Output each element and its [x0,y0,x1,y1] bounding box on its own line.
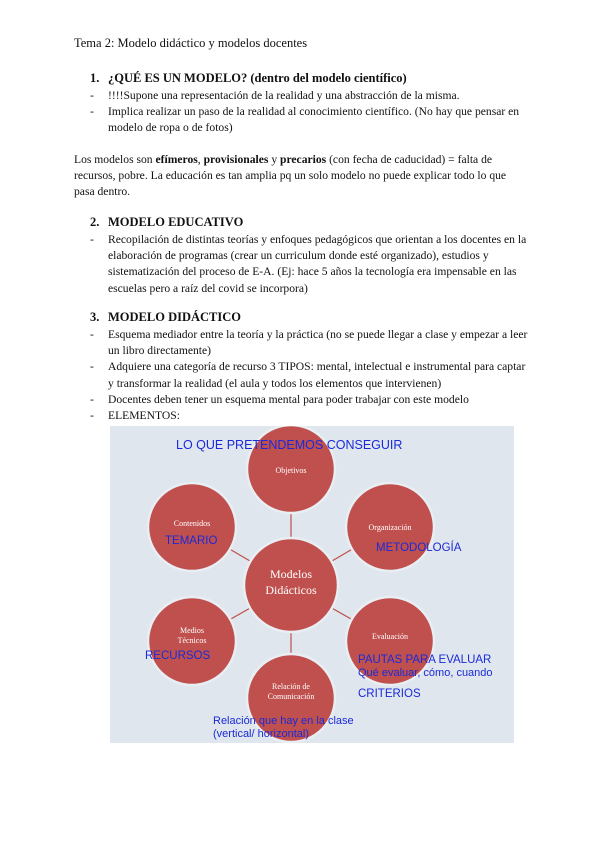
keyword-provisionales: provisionales [203,153,269,166]
annotation-recursos: RECURSOS [145,650,211,662]
list-item: - Implica realizar un paso de la realidad al conocimiento científico. (No hay que pensar en modelo de ropa o de fotos) [90,104,530,136]
section-1-heading: ¿QUÉ ES UN MODELO? (dentro del modelo científico) [108,71,407,85]
label-organizacion: Organización [368,523,412,532]
models-paragraph [74,152,529,201]
keyword-precarios: precarios [280,153,327,166]
label-relacion: Relación de [272,682,310,691]
label-comunicacion: Comunicación [267,692,315,701]
keyword-efimeros: efímeros [155,153,198,166]
annotation-objetivos: LO QUE PRETENDEMOS CONSEGUIR [176,438,403,452]
section-1-title [90,71,407,86]
list-item: - Adquiere una categoría de recurso 3 TIPOS: mental, intelectual e instrumental para captar y transformar la realidad (el aula y todos los elementos que intervienen) [90,359,530,391]
label-center-1: Modelos [270,567,312,581]
diagram-graphic [110,426,514,743]
label-objetivos: Objetivos [275,466,307,475]
list-item: - !!!!Supone una representación de la realidad y una abstracción de la misma. [90,88,530,104]
section-2-bullets [90,232,530,297]
annotation-relacion-clase: Relación que hay en la clase [213,715,354,727]
paragraph-text: Los modelos son [74,153,156,166]
paragraph-text: , [197,153,204,166]
didactic-model-diagram [110,426,514,743]
section-1-number: 1. [90,71,100,85]
section-2-title [90,215,243,230]
section-2-number: 2. [90,215,100,229]
page-header: Tema 2: Modelo didáctico y modelos docentes [74,36,308,50]
section-3-bullets [90,327,530,424]
section-3-heading: MODELO DIDÁCTICO [108,310,241,324]
list-item: - Docentes deben tener un esquema mental para poder trabajar con este modelo [90,392,530,408]
annotation-vertical-horizontal: (vertical/ horizontal) [213,728,309,740]
label-medios: Medios [180,626,204,635]
list-item: - Esquema mediador entre la teoría y la práctica (no se puede llegar a clase y empezar a leer un libro directamente) [90,327,530,359]
section-3-title [90,310,241,325]
label-evaluacion: Evaluación [372,632,408,641]
paragraph-text: y [268,153,281,166]
label-contenidos: Contenidos [173,519,211,528]
annotation-que-evaluar: Qué evaluar, cómo, cuando [358,667,493,679]
label-center-2: Didácticos [265,583,317,597]
annotation-metodologia: METODOLOGÍA [376,542,462,554]
annotation-criterios: CRITERIOS [358,688,421,700]
section-2-heading: MODELO EDUCATIVO [108,215,244,229]
paragraph-text: (con fecha de caducidad) = falta de recursos, pobre. La educación es tan amplia pq un solo modelo no puede explicar todo lo que pasa dentro. [74,153,507,199]
label-tecnicos: Técnicos [177,636,207,645]
section-1-bullets [90,88,530,137]
list-item: - ELEMENTOS: [90,408,530,424]
annotation-pautas: PAUTAS PARA EVALUAR [358,654,492,666]
annotation-temario: TEMARIO [165,535,218,547]
section-3-number: 3. [90,310,100,324]
list-item: - Recopilación de distintas teorías y enfoques pedagógicos que orientan a los docentes en la elaboración de programas (crear un curriculum donde esté organizado), estudios y sistematización del proceso de E-A. (Ej: hace 5 años la tecnología era impensable en las escuelas pero a raíz del covid se incorpora) [90,232,530,297]
